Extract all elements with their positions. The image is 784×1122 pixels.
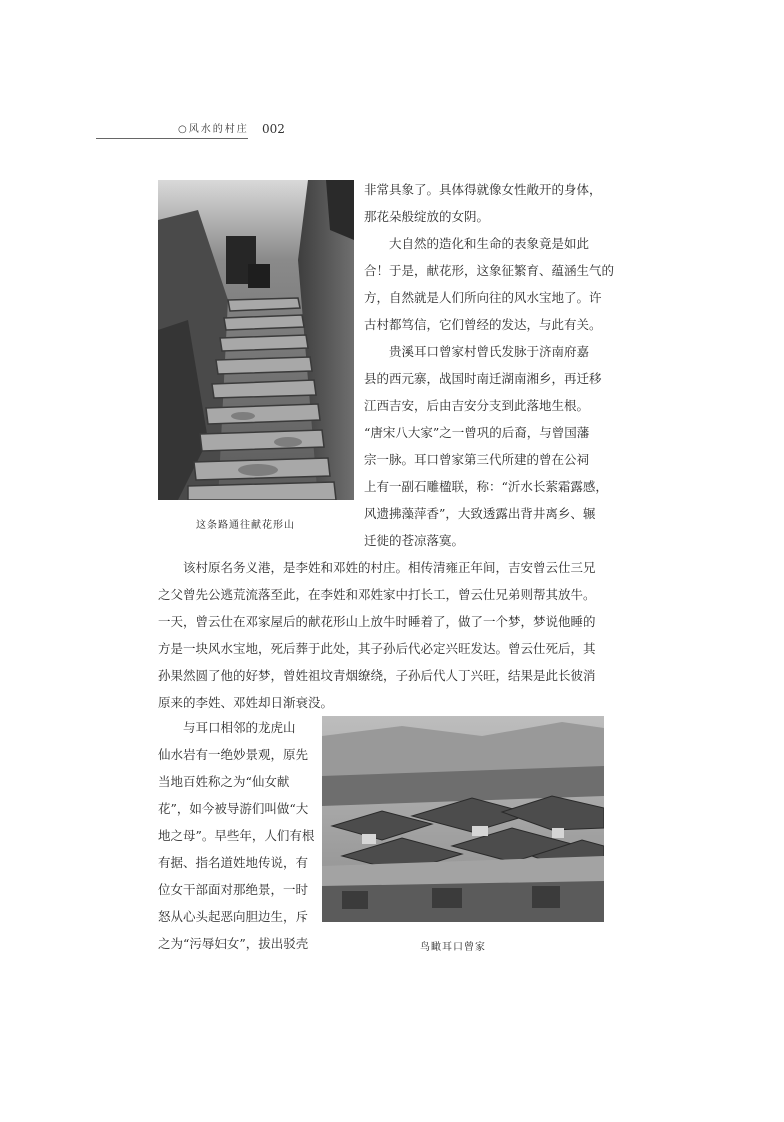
text-line: 一天，曾云仕在邓家屋后的献花形山上放牛时睡着了，做了一个梦，梦说他睡的 (158, 614, 596, 629)
text-line: 合！于是，献花形，这象征繁育、蕴涵生气的 (364, 263, 615, 278)
text-line: 地之母”。早些年，人们有根 (158, 828, 315, 843)
text-line: “唐宋八大家”之一曾巩的后裔，与曾国藩 (364, 425, 590, 440)
text-line: 江西吉安，后由吉安分支到此落地生根。 (364, 398, 590, 413)
text-line: 大自然的造化和生命的表象竟是如此 (364, 236, 590, 251)
text-line: 宗一脉。耳口曾家第三代所建的曾在公祠 (364, 452, 590, 467)
text-line: 有据、指名道姓地传说，有 (158, 855, 309, 870)
text-line: 迁徙的苍凉落寞。 (364, 533, 465, 548)
header-rule (96, 138, 248, 139)
text-line: 仙水岩有一绝妙景观，原先 (158, 747, 309, 762)
text-line: 方，自然就是人们所向往的风水宝地了。许 (364, 290, 602, 305)
text-line: 古村都笃信，它们曾经的发达，与此有关。 (364, 317, 602, 332)
village-photo (322, 716, 604, 922)
text-line: 风遗拂藻萍香”，大致透露出背井离乡、辗 (364, 506, 596, 521)
text-line: 当地百姓称之为“仙女献 (158, 774, 290, 789)
text-line: 孙果然圆了他的好梦，曾姓祖坟青烟缭绕，子孙后代人丁兴旺，结果是此长彼消 (158, 668, 596, 683)
text-line: 上有一副石雕楹联，称：“沂水长萦霜露感， (364, 479, 608, 494)
text-line: 位女干部面对那绝景，一时 (158, 882, 309, 897)
stone-path-photo (158, 180, 354, 500)
text-line: 原来的李姓、邓姓却日渐衰没。 (158, 695, 334, 710)
text-line: 怒从心头起恶向胆边生，斥 (158, 909, 309, 924)
page-number: 002 (262, 122, 285, 136)
text-line: 非常具象了。具体得就像女性敞开的身体， (364, 182, 602, 197)
text-line: 贵溪耳口曾家村曾氏发脉于济南府嘉 (364, 344, 590, 359)
stone-path-caption: 这条路通往献花形山 (196, 520, 295, 531)
text-line: 之父曾先公逃荒流落至此，在李姓和邓姓家中打长工，曾云仕兄弟则帮其放牛。 (158, 587, 596, 602)
village-caption: 鸟瞰耳口曾家 (420, 942, 486, 953)
text-line: 方是一块风水宝地，死后葬于此处，其子孙后代必定兴旺发达。曾云仕死后，其 (158, 641, 596, 656)
text-line: 该村原名务义港，是李姓和邓姓的村庄。相传清雍正年间，吉安曾云仕三兄 (158, 560, 596, 575)
running-header-section: ○风水的村庄 (178, 124, 249, 135)
text-line: 那花朵般绽放的女阴。 (364, 209, 490, 224)
text-line: 与耳口相邻的龙虎山 (158, 720, 296, 735)
text-line: 之为“污辱妇女”，拔出驳壳 (158, 936, 309, 951)
text-line: 县的西元寨，战国时南迁湖南湘乡，再迁移 (364, 371, 602, 386)
text-line: 花”，如今被导游们叫做“大 (158, 801, 309, 816)
